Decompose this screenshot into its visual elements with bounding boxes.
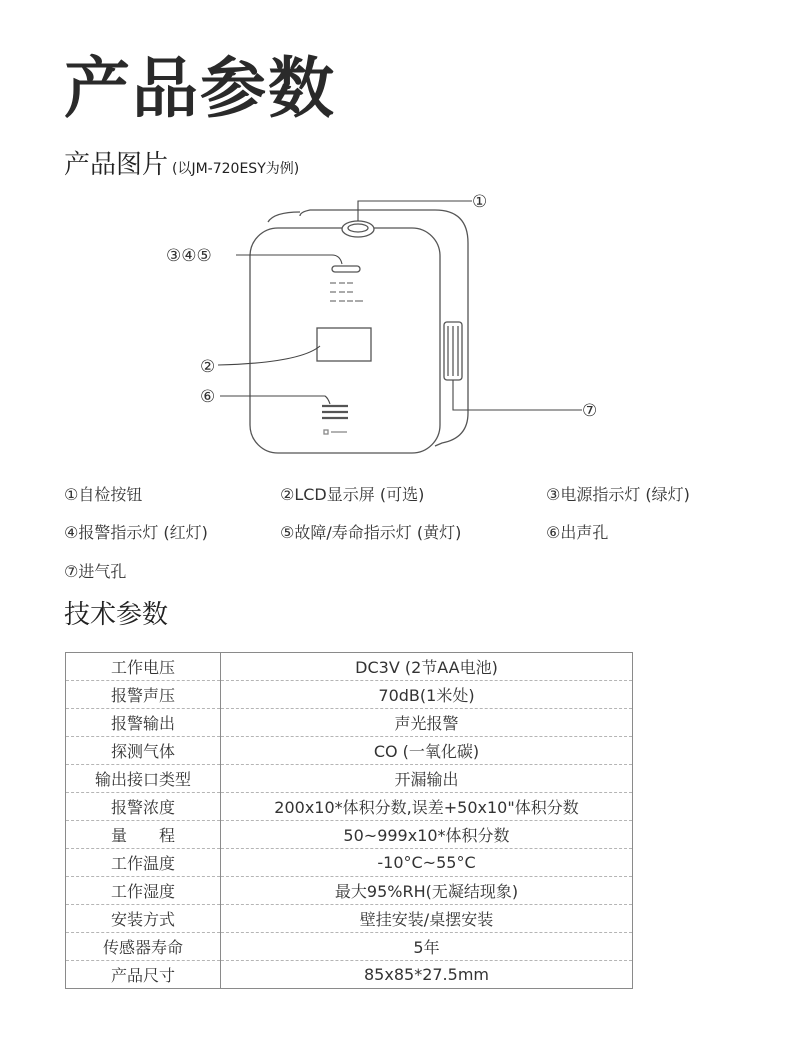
device-illustration xyxy=(150,188,620,463)
sound-holes-shape xyxy=(322,406,348,418)
callout-1: ① xyxy=(472,192,488,212)
callout-6: ⑥ xyxy=(200,387,216,407)
spec-value: DC3V (2节AA电池) xyxy=(221,653,633,681)
model-note: (以JM-720ESY为例) xyxy=(172,161,300,177)
legend-item-6: ⑥出声孔 xyxy=(546,523,609,542)
legend-item-1: ①自检按钮 xyxy=(64,485,143,504)
device-front-face xyxy=(250,228,440,453)
spec-value: 声光报警 xyxy=(221,709,633,737)
table-row xyxy=(66,933,633,961)
spec-label: 工作电压 xyxy=(66,653,221,681)
spec-label: 探测气体 xyxy=(66,737,221,765)
spec-value: 50~999x10*体积分数 xyxy=(221,821,633,849)
legend-item-7: ⑦进气孔 xyxy=(64,562,127,581)
table-row xyxy=(66,765,633,793)
spec-label: 报警输出 xyxy=(66,709,221,737)
spec-label: 产品尺寸 xyxy=(66,961,221,989)
legend-item-3: ③电源指示灯 (绿灯) xyxy=(546,485,690,504)
table-row xyxy=(66,653,633,681)
spec-label: 传感器寿命 xyxy=(66,933,221,961)
specs-title: 技术参数 xyxy=(64,600,169,630)
callout-2: ② xyxy=(200,357,216,377)
table-row xyxy=(66,709,633,737)
legend-item-2: ②LCD显示屏 (可选) xyxy=(280,485,425,504)
table-row xyxy=(66,793,633,821)
legend-item-5: ⑤故障/寿命指示灯 (黄灯) xyxy=(280,523,462,542)
table-row xyxy=(66,681,633,709)
lcd-window-shape xyxy=(317,328,371,361)
spec-label: 报警声压 xyxy=(66,681,221,709)
table-row xyxy=(66,737,633,765)
spec-value: 200x10*体积分数,误差+50x10"体积分数 xyxy=(221,793,633,821)
callout-3-4-5: ③④⑤ xyxy=(166,246,212,266)
product-image-heading xyxy=(64,152,299,178)
table-row xyxy=(66,961,633,989)
table-row xyxy=(66,877,633,905)
spec-label: 输出接口类型 xyxy=(66,765,221,793)
page-title: 产品参数 xyxy=(64,50,336,127)
table-row xyxy=(66,821,633,849)
spec-label: 量 程 xyxy=(66,821,221,849)
spec-value: 壁挂安装/桌摆安装 xyxy=(221,905,633,933)
spec-value: 85x85*27.5mm xyxy=(364,965,489,984)
specs-table xyxy=(65,652,633,989)
spec-label: 安装方式 xyxy=(66,905,221,933)
spec-value: 开漏输出 xyxy=(221,765,633,793)
device-top-edge xyxy=(268,212,300,222)
callout-7: ⑦ xyxy=(582,401,598,421)
spec-value: 70dB(1米处) xyxy=(221,681,633,709)
table-row xyxy=(66,849,633,877)
spec-value: 5年 xyxy=(221,933,633,961)
spec-label: 工作湿度 xyxy=(66,877,221,905)
spec-value: -10°C~55°C xyxy=(221,849,633,877)
product-image-title: 产品图片 xyxy=(64,150,169,180)
spec-label: 工作温度 xyxy=(66,849,221,877)
legend-item-4: ④报警指示灯 (红灯) xyxy=(64,523,208,542)
table-row xyxy=(66,905,633,933)
spec-value: CO (一氧化碳) xyxy=(221,737,633,765)
indicator-slot xyxy=(332,266,360,272)
spec-value: 最大95%RH(无凝结现象) xyxy=(221,877,633,905)
spec-label: 报警浓度 xyxy=(66,793,221,821)
